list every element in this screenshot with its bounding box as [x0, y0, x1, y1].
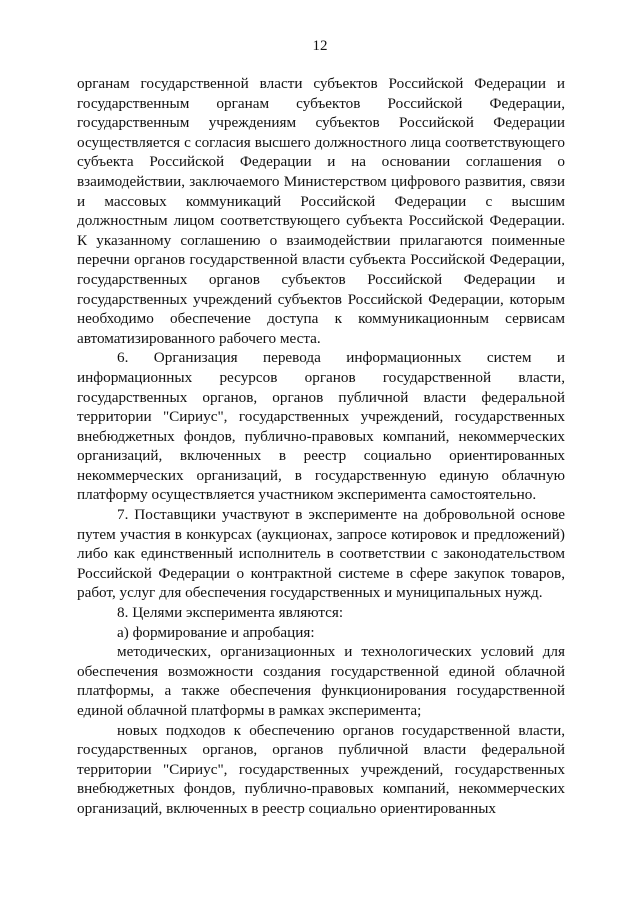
paragraph-item-8: 8. Целями эксперимента являются:: [117, 604, 344, 622]
paragraph-continuation: органам государственной власти субъектов Российской Федерации и государственным органам субъектов Российской Федерации, государственным учреждениям субъектов Российской Федерации осуществляется с согласия высшего должностного лица соответствующего субъекта Российской Федерации и на основании соглашения о взаимодействии, заключаемого Министерством цифрового развития, связи и массовых коммуникаций Российской Федерации с высшим должностным лицом соответствующего субъекта Российской Федерации. К указанному соглашению о взаимодействии прилагаются поименные перечни органов государственной власти субъекта Российской Федерации, государственных органов субъектов Российской Федерации и государственных учреждений субъектов Российской Федерации, которым необходимо обеспечение доступа к коммуникационным сервисам автоматизированного рабочего места.: [77, 75, 565, 347]
paragraph-item-6: 6. Организация перевода информационных систем и информационных ресурсов органов государственной власти, государственных органов, органов публичной власти федеральной территории "Сириус", государственных учреждений, государственных внебюджетных фондов, публично-правовых компаний, некоммерческих организаций, включенных в реестр социально ориентированных некоммерческих организаций, в государственную единую облачную платформу осуществляется участником эксперимента самостоятельно.: [77, 349, 565, 504]
paragraph-methodical-conditions: методических, организационных и технологических условий для обеспечения возможности создания государственной единой облачной платформы, а также обеспечения функционирования государственной единой облачной платформы в рамках эксперимента;: [77, 643, 565, 719]
paragraph-subitem-a: а) формирование и апробация:: [117, 623, 315, 641]
page-number: 12: [312, 38, 328, 54]
paragraph-new-approaches: новых подходов к обеспечению органов государственной власти, государственных органов, органов публичной власти федеральной территории "Сириус", государственных учреждений, государственных внебюджетных фондов, публично-правовых компаний, некоммерческих организаций, включенных в реестр социально ориентированных: [77, 721, 565, 817]
paragraph-item-7: 7. Поставщики участвуют в эксперименте на добровольной основе путем участия в конкурсах (аукционах, запросе котировок и предложений) либо как единственный исполнитель в соответствии с законодательством Российской Федерации о контрактной системе в сфере закупок товаров, работ, услуг для обеспечения государственных и муниципальных нужд.: [77, 506, 565, 602]
document-body: [77, 74, 565, 819]
